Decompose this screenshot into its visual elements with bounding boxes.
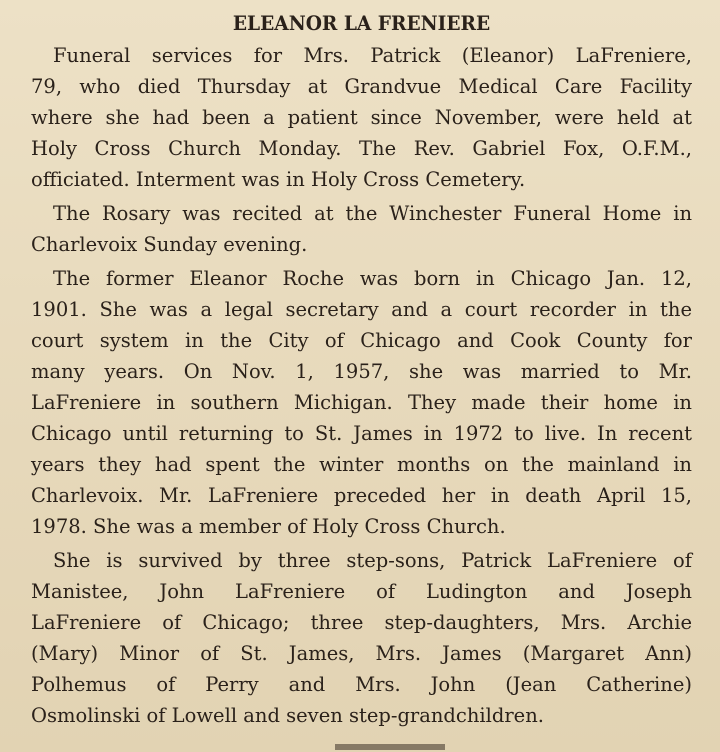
text-line: Charlevoix Sunday evening. — [31, 233, 308, 256]
text-line: The former Eleanor Roche was born in Chicago Jan. 12, — [53, 267, 692, 290]
paragraph-1 — [31, 40, 692, 195]
headline: ELEANOR LA FRENIERE — [232, 11, 491, 35]
text-line: LaFreniere in southern Michigan. They made their home in — [31, 391, 692, 414]
text-line: 1978. She was a member of Holy Cross Church. — [31, 515, 506, 538]
text-line: years they had spent the winter months on the mainland in — [31, 453, 692, 476]
text-line: 1901. She was a legal secretary and a court recorder in the — [31, 298, 692, 321]
text-line: Polhemus of Perry and Mrs. John (Jean Catherine) — [31, 673, 692, 696]
text-line: court system in the City of Chicago and Cook County for — [31, 329, 692, 352]
paragraph-4 — [31, 545, 692, 731]
text-line: Osmolinski of Lowell and seven step-grandchildren. — [31, 704, 544, 727]
paragraph-2 — [31, 198, 692, 260]
text-line: Chicago until returning to St. James in 1972 to live. In recent — [31, 422, 692, 445]
text-line: Manistee, John LaFreniere of Ludington and Joseph — [31, 580, 692, 603]
text-line: (Mary) Minor of St. James, Mrs. James (Margaret Ann) — [31, 642, 692, 665]
text-line: Holy Cross Church Monday. The Rev. Gabriel Fox, O.F.M., — [31, 137, 692, 160]
text-line: Charlevoix. Mr. LaFreniere preceded her in death April 15, — [31, 484, 692, 507]
text-line: 79, who died Thursday at Grandvue Medical Care Facility — [31, 75, 692, 98]
text-line: Funeral services for Mrs. Patrick (Eleanor) LaFreniere, — [53, 44, 692, 67]
paragraph-3 — [31, 263, 692, 542]
text-line: many years. On Nov. 1, 1957, she was married to Mr. — [31, 360, 692, 383]
text-line: where she had been a patient since November, were held at — [31, 106, 692, 129]
text-line: officiated. Interment was in Holy Cross Cemetery. — [31, 168, 526, 191]
bottom-rule-divider — [335, 744, 445, 750]
text-line: She is survived by three step-sons, Patrick LaFreniere of — [53, 549, 692, 572]
text-line: The Rosary was recited at the Winchester Funeral Home in — [53, 202, 692, 225]
text-line: LaFreniere of Chicago; three step-daughters, Mrs. Archie — [31, 611, 692, 634]
